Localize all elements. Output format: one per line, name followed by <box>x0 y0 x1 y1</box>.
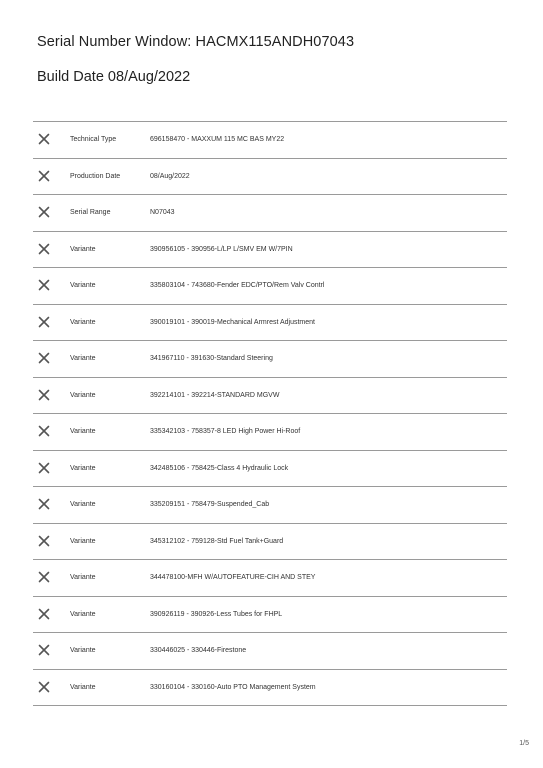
table-row <box>33 195 507 232</box>
table-row <box>33 633 507 670</box>
row-label: Variante <box>70 501 96 508</box>
table-row <box>33 159 507 196</box>
close-x-icon[interactable] <box>38 206 50 218</box>
row-value: N07043 <box>150 209 175 216</box>
row-label: Variante <box>70 391 96 399</box>
close-x-icon[interactable] <box>38 243 50 255</box>
row-value: 335342103 - 758357-8 LED High Power Hi-Roof <box>150 428 301 435</box>
table-row <box>33 487 507 524</box>
table-row <box>33 122 507 159</box>
row-value: 08/Aug/2022 <box>150 172 190 180</box>
row-label: Variante <box>70 683 96 691</box>
close-x-icon[interactable] <box>38 498 50 510</box>
row-label: Variante <box>70 574 96 581</box>
close-x-icon[interactable] <box>38 170 50 182</box>
row-label: Variante <box>70 245 96 253</box>
table-row <box>33 232 507 269</box>
row-label: Variante <box>70 537 96 545</box>
serial-details-table <box>33 121 507 706</box>
close-x-icon[interactable] <box>38 279 50 291</box>
row-label: Production Date <box>70 172 121 180</box>
row-value: 344478100-MFH W/AUTOFEATURE-CIH AND STEY <box>150 574 316 581</box>
row-value: 335803104 - 743680-Fender EDC/PTO/Rem Valv Contrl <box>150 282 325 289</box>
close-x-icon[interactable] <box>38 462 50 474</box>
row-label: Variante <box>70 282 96 289</box>
close-x-icon[interactable] <box>38 389 50 401</box>
row-value: 335209151 - 758479-Suspended_Cab <box>150 501 270 508</box>
table-row <box>33 597 507 634</box>
table-row <box>33 451 507 488</box>
row-value: 392214101 - 392214-STANDARD MGVW <box>150 391 280 399</box>
table-row <box>33 414 507 451</box>
row-value: 390926119 - 390926-Less Tubes for FHPL <box>150 610 283 618</box>
close-x-icon[interactable] <box>38 571 50 583</box>
table-row <box>33 268 507 305</box>
close-x-icon[interactable] <box>38 316 50 328</box>
table-row <box>33 305 507 342</box>
close-x-icon[interactable] <box>38 608 50 620</box>
table-row <box>33 378 507 415</box>
table-rows <box>33 122 507 706</box>
row-label: Serial Range <box>70 209 111 216</box>
row-value: 342485106 - 758425-Class 4 Hydraulic Lock <box>150 464 289 472</box>
table-row <box>33 524 507 561</box>
row-label: Variante <box>70 610 96 618</box>
row-value: 696158470 - MAXXUM 115 MC BAS MY22 <box>150 136 285 143</box>
table-row <box>33 341 507 378</box>
page-title: Serial Number Window: HACMX115ANDH07043 <box>37 34 355 50</box>
row-value: 390956105 - 390956-L/LP L/SMV EM W/7PIN <box>150 245 293 253</box>
row-value: 330446025 - 330446-Firestone <box>150 647 247 654</box>
close-x-icon[interactable] <box>38 644 50 656</box>
row-label: Variante <box>70 428 96 435</box>
row-label: Variante <box>70 318 96 326</box>
row-value: 390019101 - 390019-Mechanical Armrest Adjustment <box>150 318 315 326</box>
row-label: Variante <box>70 647 96 654</box>
page-number: 1/5 <box>519 740 529 747</box>
close-x-icon[interactable] <box>38 681 50 693</box>
close-x-icon[interactable] <box>38 535 50 547</box>
row-label: Technical Type <box>70 136 117 143</box>
row-label: Variante <box>70 464 96 472</box>
table-row <box>33 560 507 597</box>
row-value: 341967110 - 391630-Standard Steering <box>150 355 273 362</box>
table-row <box>33 670 507 707</box>
row-label: Variante <box>70 355 96 362</box>
row-value: 330160104 - 330160-Auto PTO Management System <box>150 683 316 691</box>
close-x-icon[interactable] <box>38 133 50 145</box>
build-date: Build Date 08/Aug/2022 <box>37 69 191 85</box>
close-x-icon[interactable] <box>38 425 50 437</box>
close-x-icon[interactable] <box>38 352 50 364</box>
row-value: 345312102 - 759128-Std Fuel Tank+Guard <box>150 537 284 545</box>
